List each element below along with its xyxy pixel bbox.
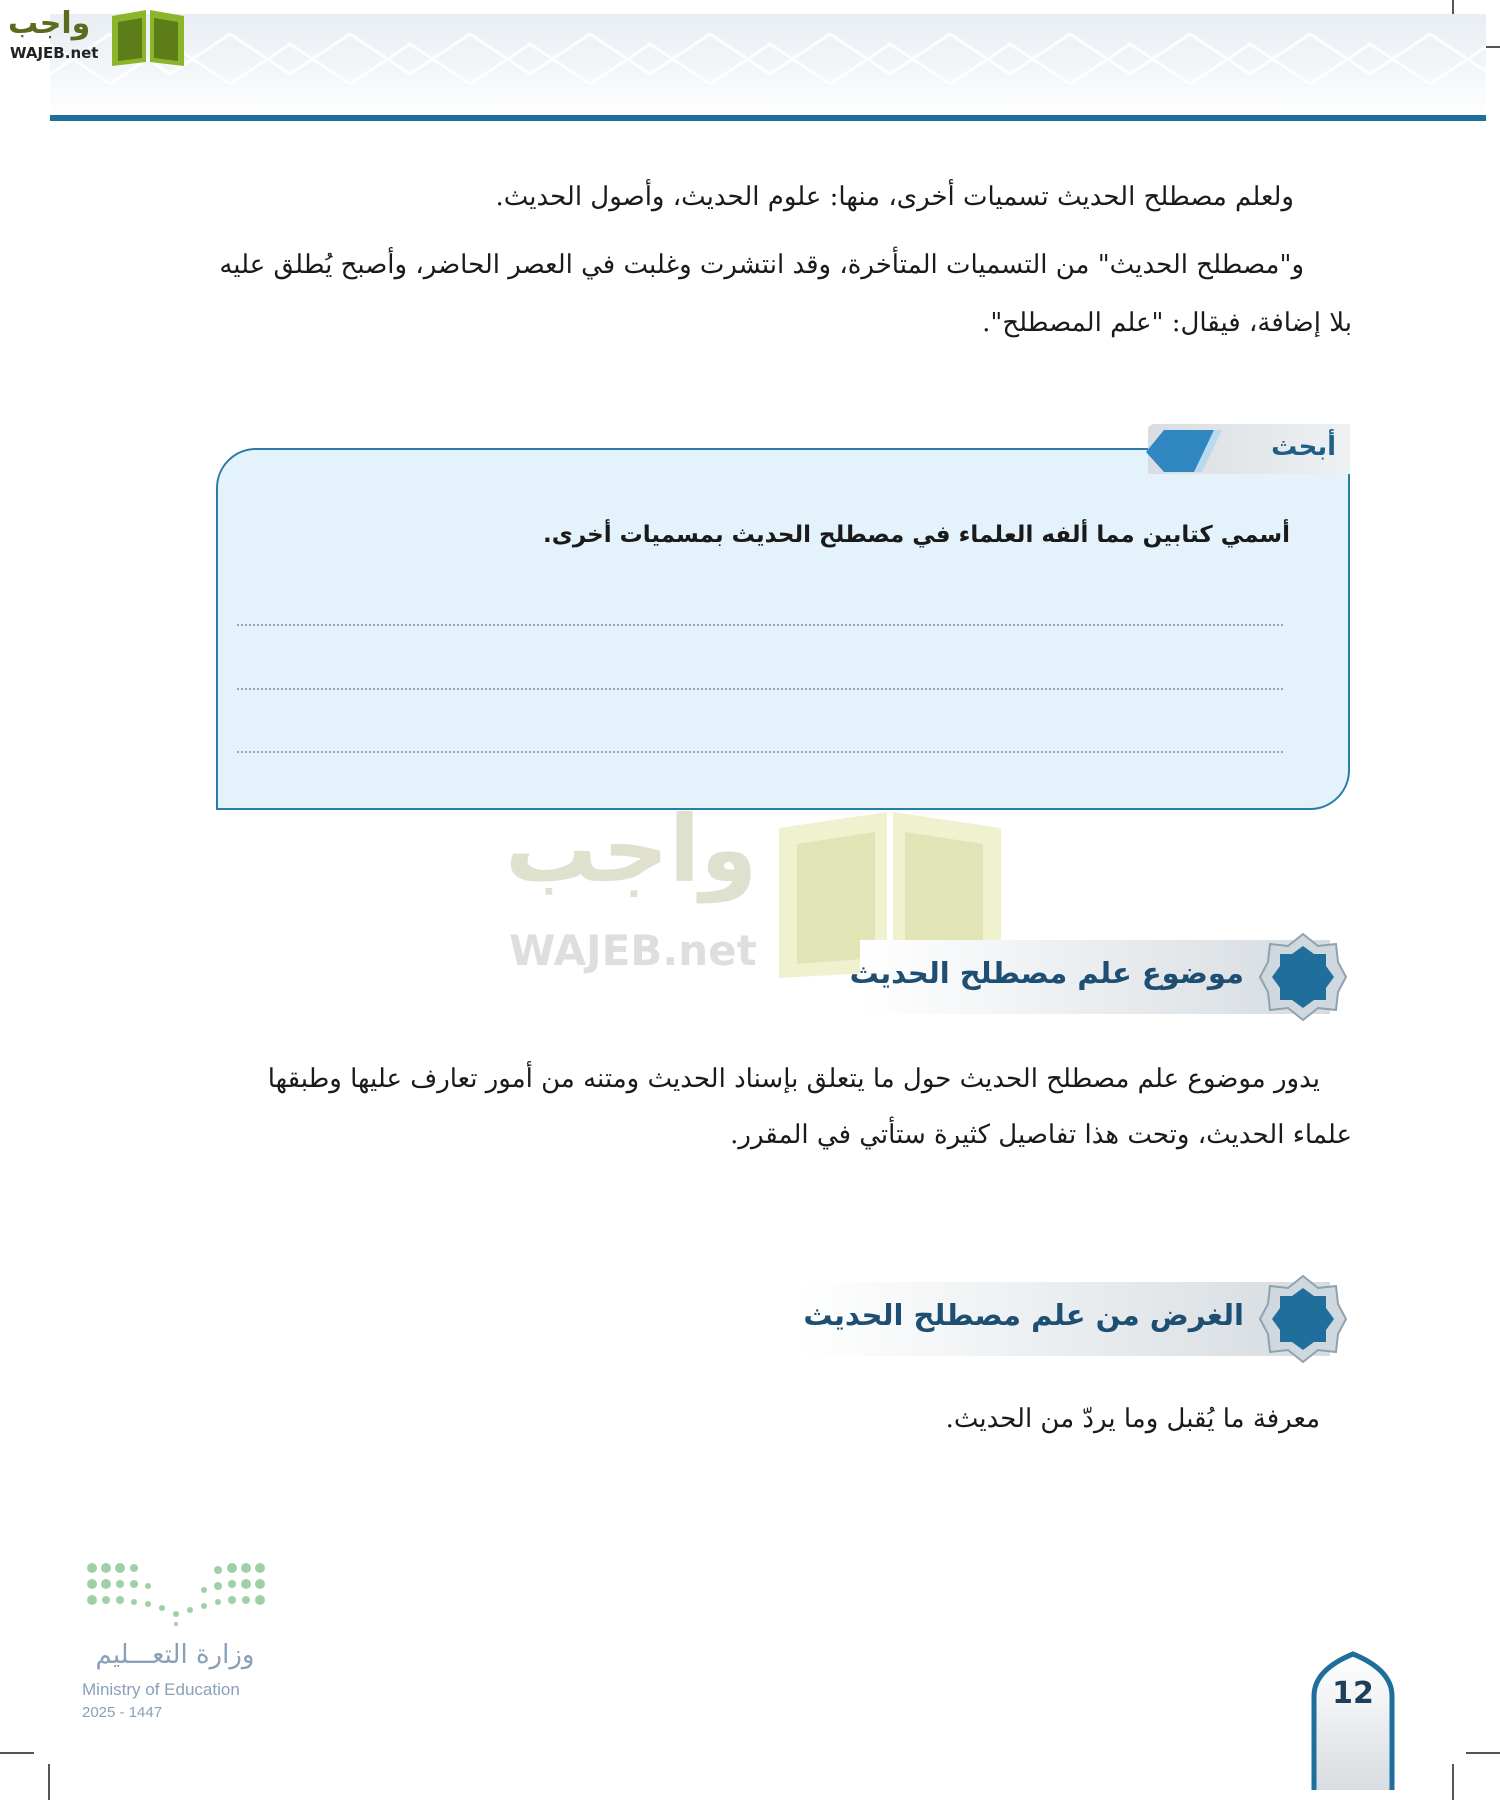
header-rule <box>50 115 1486 121</box>
logo-latin: WAJEB.net <box>10 44 99 62</box>
octagon-badge-icon <box>1258 932 1348 1022</box>
page-number-arch <box>1310 1650 1396 1790</box>
section-subject-line2: علماء الحديث، وتحت هذا تفاصيل كثيرة ستأتي في المقرر. <box>730 1120 1352 1150</box>
section-title-subject: موضوع علم مصطلح الحديث <box>849 956 1244 990</box>
research-tab-label: أبحث <box>1271 432 1336 462</box>
watermark-latin: WAJEB.net <box>509 926 757 975</box>
page-number: 12 <box>1332 1676 1374 1711</box>
answer-line[interactable] <box>237 751 1283 753</box>
ministry-dots-logo <box>84 1560 274 1630</box>
research-box <box>216 448 1350 810</box>
ministry-name-arabic: وزارة التعـــليم <box>95 1640 255 1670</box>
section-subject-line1: يدور موضوع علم مصطلح الحديث حول ما يتعلق بإسناد الحديث ومتنه من أمور تعارف عليها وطبقها <box>267 1064 1320 1094</box>
answer-line[interactable] <box>237 624 1283 626</box>
research-question: أسمي كتابين مما ألفه العلماء في مصطلح الحديث بمسميات أخرى. <box>543 522 1290 548</box>
book-icon <box>108 6 188 66</box>
octagon-badge-icon <box>1258 1274 1348 1364</box>
crop-mark <box>1466 1752 1500 1754</box>
tab-arrow-icon <box>1144 428 1224 476</box>
watermark-arabic: واجب <box>505 796 758 903</box>
paragraph-term-line2: بلا إضافة، فيقال: "علم المصطلح". <box>982 308 1352 338</box>
section-title-purpose: الغرض من علم مصطلح الحديث <box>803 1298 1244 1332</box>
crop-mark <box>0 1752 34 1754</box>
crop-mark <box>1452 1764 1454 1800</box>
section-purpose-text: معرفة ما يُقبل وما يردّ من الحديث. <box>945 1404 1320 1434</box>
answer-line[interactable] <box>237 688 1283 690</box>
crop-mark <box>48 1764 50 1800</box>
ministry-name-english: Ministry of Education <box>82 1680 240 1699</box>
wajeb-logo-small <box>8 6 193 66</box>
academic-year: 2025 - 1447 <box>82 1704 163 1721</box>
header-pattern <box>50 14 1486 118</box>
paragraph-other-names: ولعلم مصطلح الحديث تسميات أخرى، منها: علوم الحديث، وأصول الحديث. <box>495 182 1294 212</box>
logo-arabic: واجب <box>8 6 91 41</box>
paragraph-term-line1: و"مصطلح الحديث" من التسميات المتأخرة، وقد انتشرت وغلبت في العصر الحاضر، وأصبح يُطلق عليه <box>219 250 1304 280</box>
